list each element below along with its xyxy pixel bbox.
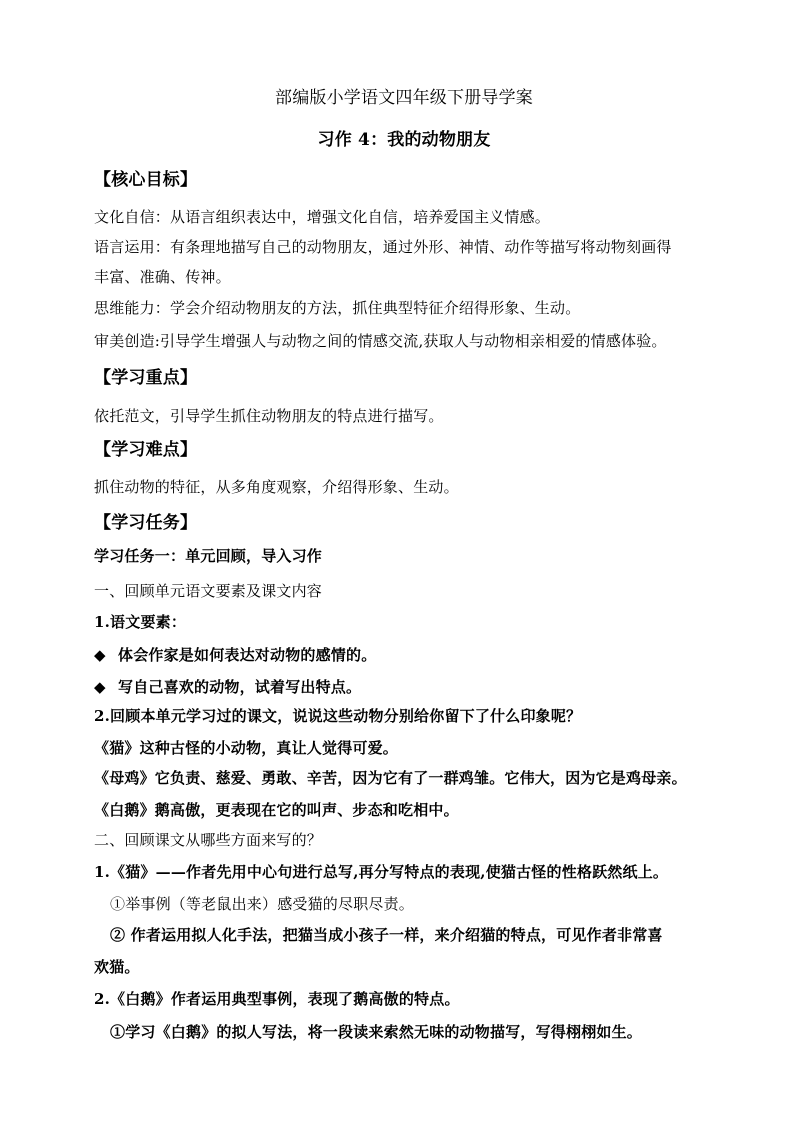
diamond-bullet-icon: ◆ (94, 646, 106, 664)
section-heading-tasks: 【学习任务】 (94, 513, 198, 533)
doc-subtitle: 习作 4：我的动物朋友 (317, 130, 491, 150)
review-cat-line: 1.《猫》——作者先用中心句进行总写,再分写特点的表现,使猫古怪的性格跃然纸上。 (94, 863, 669, 881)
review-cat-point-2-cont: 欢猫。 (94, 958, 140, 976)
review-cat-point-2: ② 作者运用拟人化手法，把猫当成小孩子一样，来介绍猫的特点，可见作者非常喜 (110, 926, 663, 944)
text-goose-impression: 《白鹅》鹅高傲，更表现在它的叫声、步态和吃相中。 (94, 801, 459, 819)
text-hen-impression: 《母鸡》它负责、慈爱、勇敢、辛苦，因为它有了一群鸡雏。它伟大，因为它是鸡母亲。 (94, 769, 687, 787)
section-heading-focus: 【学习重点】 (94, 368, 198, 388)
difficulty-line-1: 抓住动物的特征，从多角度观察，介绍得形象、生动。 (94, 478, 459, 496)
doc-title: 部编版小学语文四年级下册导学案 (275, 88, 533, 108)
diamond-bullet-icon: ◆ (94, 678, 106, 696)
bullet-item-2 (94, 677, 714, 697)
section-heading-goals: 【核心目标】 (94, 170, 198, 190)
bullet-text-1: 体会作家是如何表达对动物的感情的。 (118, 646, 377, 664)
part-1-heading: 一、回顾单元语文要素及课文内容 (94, 582, 323, 600)
section-heading-difficulty: 【学习难点】 (94, 440, 198, 460)
goal-line-1: 文化自信：从语言组织表达中，增强文化自信，培养爱国主义情感。 (94, 208, 551, 226)
focus-line-1: 依托范文，引导学生抓住动物朋友的特点进行描写。 (94, 407, 444, 425)
review-goose-point-1: ①学习《白鹅》的拟人写法，将一段读来索然无味的动物描写，写得栩栩如生。 (110, 1023, 643, 1041)
bullet-item-1 (94, 645, 714, 665)
item-2-heading: 2.回顾本单元学习过的课文，说说这些动物分别给你留下了什么印象呢？ (94, 707, 582, 725)
review-cat-point-1: ①举事例（等老鼠出来）感受猫的尽职尽责。 (110, 895, 415, 913)
goal-line-2: 语言运用：有条理地描写自己的动物朋友，通过外形、神情、动作等描写将动物刻画得 (94, 238, 672, 256)
goal-line-5: 审美创造:引导学生增强人与动物之间的情感交流,获取人与动物相亲相爱的情感体验。 (94, 332, 667, 350)
text-cat-impression: 《猫》这种古怪的小动物，真让人觉得可爱。 (94, 739, 399, 757)
item-1-heading: 1.语文要素： (94, 613, 187, 631)
bullet-text-2: 写自己喜欢的动物，试着写出特点。 (118, 678, 362, 696)
review-goose-line: 2.《白鹅》作者运用典型事例，表现了鹅高傲的特点。 (94, 990, 460, 1008)
goal-line-3: 丰富、准确、传神。 (94, 268, 231, 286)
goal-line-4: 思维能力：学会介绍动物朋友的方法，抓住典型特征介绍得形象、生动。 (94, 299, 581, 317)
part-2-heading: 二、回顾课文从哪些方面来写的？ (94, 831, 323, 849)
task-1-title: 学习任务一：单元回顾，导入习作 (94, 547, 323, 565)
